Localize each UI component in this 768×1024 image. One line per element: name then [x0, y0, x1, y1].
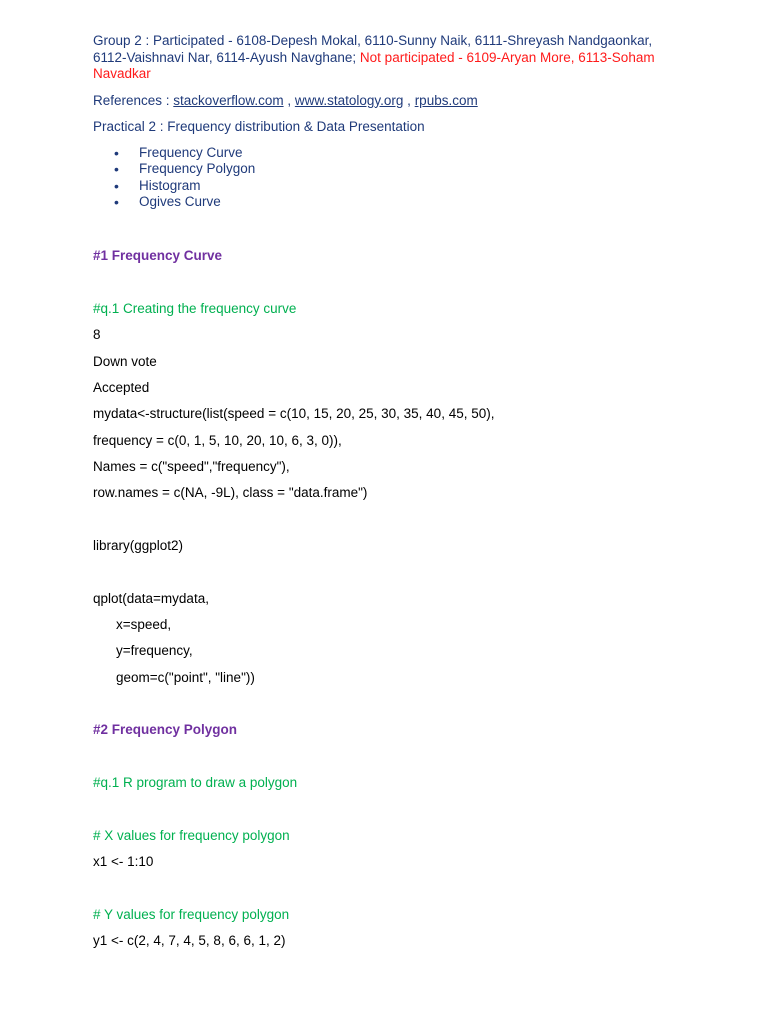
section2-comment: #q.1 R program to draw a polygon: [93, 775, 298, 790]
participated-text: Group 2 : Participated - 6108-Depesh Mokal, 6110-Sunny Naik, 6111-Shreyash Nandgaonkar, 6112-Vaishnavi Nar, 6114-Ayush Navghane;: [93, 33, 653, 65]
y-values-comment: # Y values for frequency polygon: [93, 907, 290, 922]
link-stackoverflow[interactable]: stackoverflow.com: [173, 92, 284, 108]
code-line: Names = c("speed","frequency"),: [93, 459, 290, 474]
code-line: Down vote: [93, 354, 157, 369]
list-item: [93, 161, 673, 178]
group-participation-text: [93, 33, 673, 83]
code-line: y=frequency,: [116, 643, 193, 658]
bullet-icon: •: [114, 194, 119, 210]
practical-title: Practical 2 : Frequency distribution & Data Presentation: [93, 118, 425, 134]
topic-label: Ogives Curve: [139, 194, 221, 209]
code-line: library(ggplot2): [93, 538, 184, 553]
bullet-icon: •: [114, 177, 119, 194]
code-line: Accepted: [93, 380, 150, 395]
link-statology[interactable]: www.statology.org: [294, 92, 404, 108]
references-label: References :: [93, 92, 174, 108]
code-line: x1 <- 1:10: [93, 854, 154, 869]
topics-list: [93, 145, 673, 211]
topic-label: Frequency Curve: [139, 144, 243, 160]
code-line: mydata<-structure(list(speed = c(10, 15, 20, 25, 30, 35, 40, 45, 50),: [93, 406, 495, 421]
topic-label: Histogram: [139, 177, 201, 193]
references-separator-1: ,: [283, 92, 295, 108]
code-line: qplot(data=mydata,: [93, 591, 209, 606]
code-line: row.names = c(NA, -9L), class = "data.frame"): [93, 485, 368, 500]
section1-heading: #1 Frequency Curve: [93, 248, 223, 263]
references-line: [93, 93, 673, 109]
x-values-comment: # X values for frequency polygon: [93, 828, 290, 843]
bullet-icon: •: [114, 144, 119, 161]
list-item: [93, 194, 673, 211]
not-participated-text: Not participated - 6109-Aryan More, 6113-Soham Navadkar: [93, 49, 655, 81]
link-rpubs[interactable]: rpubs.com: [414, 92, 478, 108]
section1-comment: #q.1 Creating the frequency curve: [93, 301, 297, 316]
code-line: y1 <- c(2, 4, 7, 4, 5, 8, 6, 6, 1, 2): [93, 933, 286, 948]
code-line: 8: [93, 327, 101, 342]
document-page: [93, 33, 673, 211]
code-line: x=speed,: [116, 617, 172, 632]
code-line: geom=c("point", "line")): [116, 670, 255, 685]
topic-label: Frequency Polygon: [139, 161, 256, 176]
section2-heading: #2 Frequency Polygon: [93, 722, 238, 737]
bullet-icon: •: [114, 161, 119, 177]
list-item: [93, 178, 673, 195]
code-line: frequency = c(0, 1, 5, 10, 20, 10, 6, 3, 0)),: [93, 433, 342, 448]
list-item: [93, 145, 673, 162]
references-separator-2: ,: [403, 92, 415, 108]
